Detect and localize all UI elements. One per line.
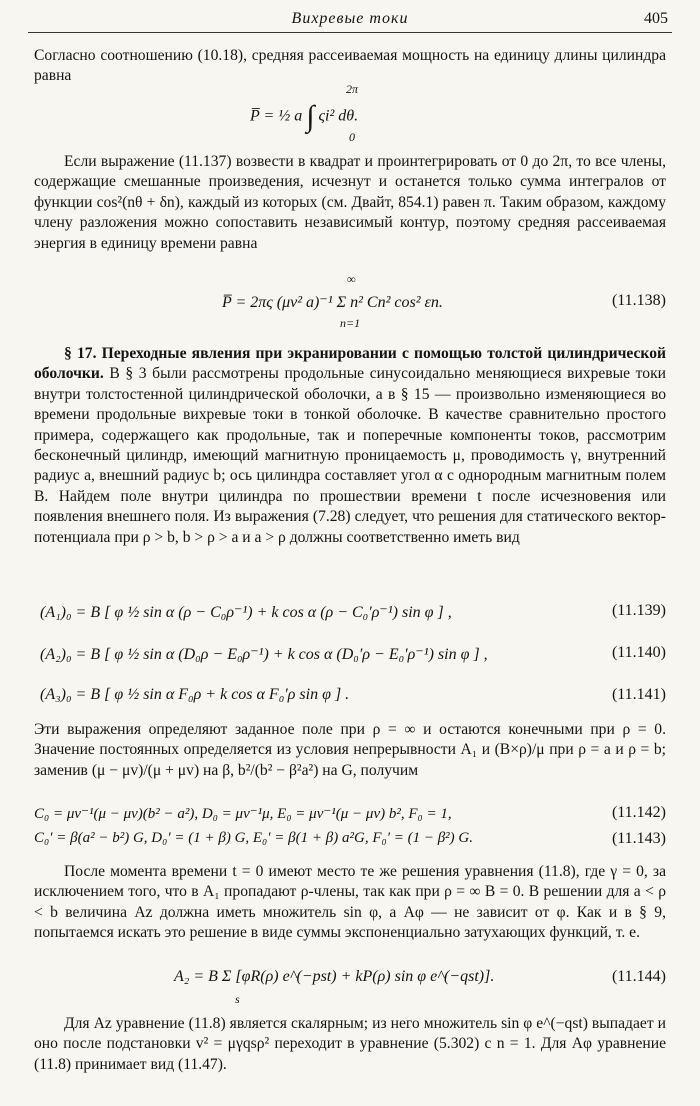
- page-header: [0, 8, 700, 32]
- paragraph-2: Если выражение (11.137) возвести в квадрат и проинтегрировать от 0 до 2π, то все члены, содержащие смешанные произведения, исчезнут и останется только сумма интегралов от функции cos²(nθ + δn), каждый из которых (см. Двайт, 854.1) равен π. Таким образом, каждому члену разложения можно сопоставить независимый контур, поэтому средняя рассеиваемая энергия в единицу времени равна: [34, 153, 666, 252]
- equation-11-139: [34, 598, 666, 632]
- equation-11-138-body: P̅ = 2πς (μv² a)⁻¹ Σ n² Cn² cos² εn.: [222, 294, 443, 311]
- equation-11-140-number: (11.140): [611, 644, 666, 661]
- equation-11-139-number: (11.139): [611, 602, 666, 619]
- section-17-heading: § 17. Переходные явления при экранировании с помощью толстой цилиндрической оболочки.: [34, 345, 666, 383]
- equation-11-141-body: (A₃)₀ = B [ φ ½ sin α F₀ρ + k cos α F₀′ρ sin φ ] .: [40, 686, 350, 703]
- equation-11-140: [34, 640, 666, 674]
- paragraph-1: Согласно соотношению (10.18), средняя рассеиваемая мощность на единицу длины цилиндра равна: [34, 47, 666, 85]
- paragraph-3: Эти выражения определяют заданное поле при ρ = ∞ и остаются конечными при ρ = 0. Значение постоянных определяется из условия непрерывности A₁ и (B×ρ)/μ при ρ = a и ρ = b; заменив (μ − μv)/(μ + μv) на β, b²/(b² − β²a²) на G, получим: [34, 721, 666, 779]
- equation-11-142-body: C₀ = μv⁻¹(μ − μv)(b² − a²), D₀ = μv⁻¹μ, E₀ = μv⁻¹(μ − μv) b², F₀ = 1,: [34, 806, 452, 822]
- equation-power-integrand: ςi² dθ.: [318, 107, 359, 125]
- paragraph-5: Для Az уравнение (11.8) является скалярным; из него множитель sin φ e^(−qst) выпадает и оно после подстановки v² = μγqsρ² переходит в уравнение (5.302) с n = 1. Для Aφ уравнение (11.8) принимает вид (11.47).: [34, 1015, 666, 1073]
- equation-11-143-number: (11.143): [611, 830, 666, 847]
- equation-11-138-number: (11.138): [611, 292, 666, 309]
- equation-11-143-body: C₀′ = β(a² − b²) G, D₀′ = (1 + β) G, E₀′ = β(1 + β) a²G, F₀′ = (1 − β²) G.: [34, 830, 474, 846]
- equation-11-142-number: (11.142): [611, 804, 666, 821]
- header-rule: [28, 32, 672, 33]
- paragraph-4: После момента времени t = 0 имеют место те же решения уравнения (11.8), где γ = 0, за исключением того, что в A₁ пропадают ρ-члены, так как при ρ = ∞ B = 0. В решении для a < ρ < b величина Az должна иметь множитель sin φ, а Aφ — не зависит от φ. Как и в § 9, попытаемся искать это решение в виде суммы экспоненциально затухающих функций, т. е.: [34, 863, 666, 942]
- equation-11-143: [34, 828, 666, 862]
- equation-power-lhs: P̅ = ½ a: [250, 107, 303, 125]
- page-number: 405: [644, 10, 668, 27]
- sum-index-s: s: [235, 992, 240, 1006]
- sum-upper-limit: ∞: [347, 272, 356, 286]
- running-title: Вихревые токи: [291, 10, 409, 27]
- equation-11-144: [34, 966, 666, 1000]
- equation-11-139-body: (A₁)₀ = B [ φ ½ sin α (ρ − C₀ρ⁻¹) + k cos α (ρ − C₀′ρ⁻¹) sin φ ] ,: [40, 604, 452, 621]
- equation-11-144-body: A₂ = B Σ [φR(ρ) e^(−pst) + kP(ρ) sin φ e^(−qst)].: [174, 968, 495, 985]
- sum-lower-limit: n=1: [340, 316, 361, 330]
- equation-11-141-number: (11.141): [611, 686, 666, 703]
- integral-lower-limit: 0: [349, 130, 355, 144]
- equation-11-141: [34, 682, 666, 716]
- equation-power: [250, 100, 358, 134]
- integral-sign: ∫: [306, 100, 315, 133]
- equation-11-140-body: (A₂)₀ = B [ φ ½ sin α (D₀ρ − E₀ρ⁻¹) + k cos α (D₀′ρ − E₀′ρ⁻¹) sin φ ] ,: [40, 646, 488, 663]
- integral-upper-limit: 2π: [346, 82, 359, 96]
- section-17: [34, 344, 666, 548]
- equation-11-144-number: (11.144): [611, 968, 666, 985]
- section-17-text: В § 3 были рассмотрены продольные синусоидально меняющиеся вихревые токи внутри толстостенной цилиндрической оболочки, а в § 15 — произвольно изменяющиеся во времени продольные вихревые токи в тонкой оболочке. В качестве сравнительно простого примера, содержащего как продольные, так и поперечные компоненты токов, рассмотрим бесконечный цилиндр, имеющий магнитную проницаемость μ, проводимость γ, внутренний радиус a, внешний радиус b; ось цилиндра составляет угол α с однородным магнитным полем B. Найдем поле внутри цилиндра по прошествии времени t после исчезновения или появления внешнего поля. Из выражения (7.28) следует, что решения для статического вектор-потенциала при ρ > b, b > ρ > a и a > ρ должны соответственно иметь вид: [34, 365, 666, 546]
